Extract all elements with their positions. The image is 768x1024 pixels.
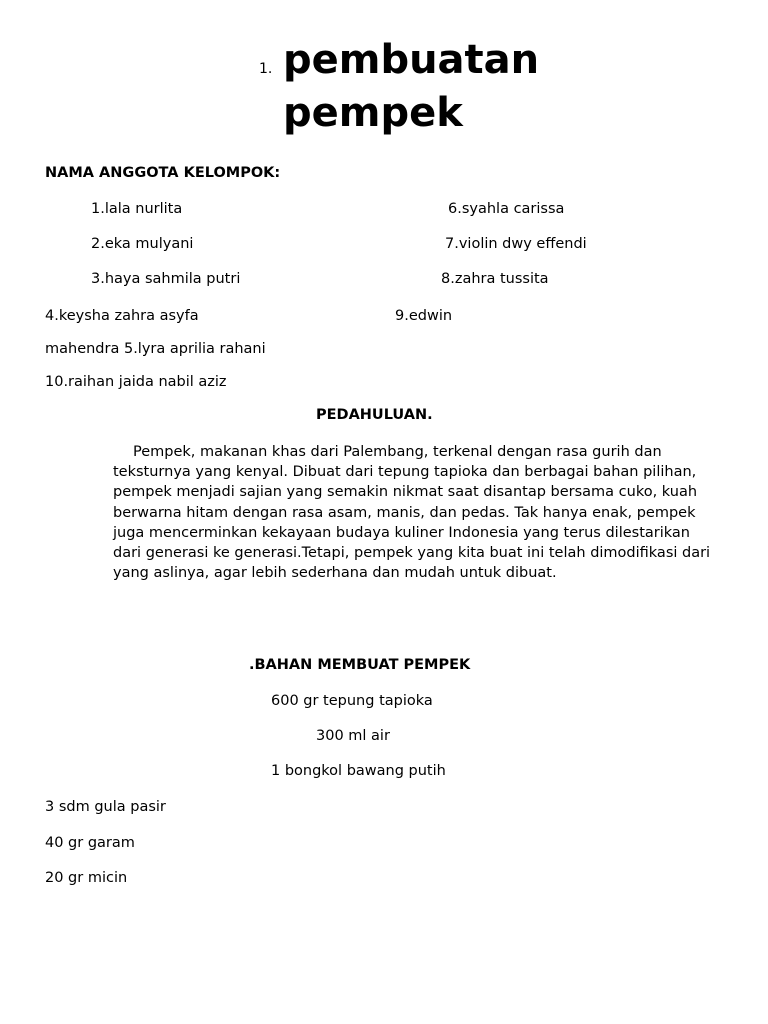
member-item: 6.syahla carissa [448, 201, 565, 217]
member-item: 8.zahra tussita [441, 271, 549, 287]
member-item: 2.eka mulyani [91, 236, 194, 252]
ingredient-item: 3 sdm gula pasir [45, 799, 166, 815]
intro-paragraph [113, 442, 713, 583]
member-item: 9.edwin [395, 308, 453, 324]
title-number: 1. [259, 61, 273, 77]
member-item: 4.keysha zahra asyfa [45, 308, 199, 324]
ingredient-item: 20 gr micin [45, 870, 128, 886]
member-item: 1.lala nurlita [91, 201, 183, 217]
ingredient-item: 1 bongkol bawang putih [271, 763, 446, 779]
ingredient-item: 600 gr tepung tapioka [271, 693, 433, 709]
member-item: 10.raihan jaida nabil aziz [45, 374, 227, 390]
member-item: mahendra 5.lyra aprilia rahani [45, 341, 266, 357]
member-item: 3.haya sahmila putri [91, 271, 241, 287]
intro-text: Pempek, makanan khas dari Palembang, terkenal dengan rasa gurih dan teksturnya yang kenyal. Dibuat dari tepung tapioka dan berbagai bahan pilihan, pempek menjadi sajian yang semakin nikmat saat disantap bersama cuko, kuah berwarna hitam dengan rasa asam, manis, dan pedas. Tak hanya enak, pempek juga mencerminkan kekayaan budaya kuliner Indonesia yang terus dilestarikan dari generasi ke generasi.Tetapi, pempek yang kita buat ini telah dimodifikasi dari yang aslinya, agar lebih sederhana dan mudah untuk dibuat. [113, 444, 711, 582]
ingredient-item: 40 gr garam [45, 835, 135, 851]
ingredient-item: 300 ml air [316, 728, 390, 744]
document-title: pembuatan pempek [283, 37, 540, 136]
ingredients-heading: .BAHAN MEMBUAT PEMPEK [249, 657, 471, 673]
member-item: 7.violin dwy effendi [445, 236, 587, 252]
intro-heading: PEDAHULUAN. [316, 407, 433, 423]
members-heading: NAMA ANGGOTA KELOMPOK: [45, 165, 281, 181]
